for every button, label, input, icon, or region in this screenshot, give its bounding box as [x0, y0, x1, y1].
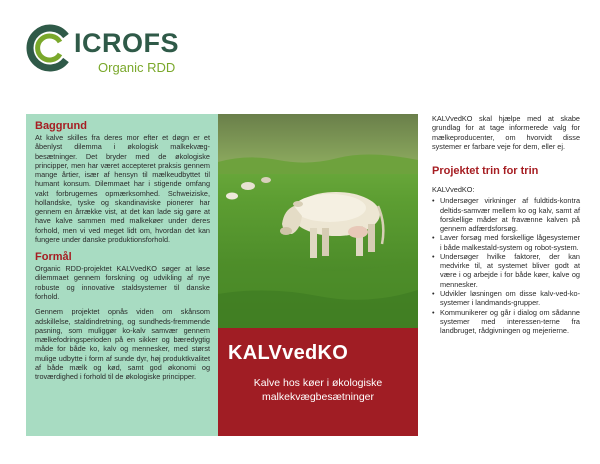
- project-title: KALVvedKO: [228, 342, 349, 364]
- right-column: [432, 114, 580, 335]
- aim-heading: Formål: [35, 251, 72, 264]
- aim-text: Organic RDD-projektet KALVvedKO søger at løse dilemmaet gennem forskning og udvikling af nye robuste og innovative staldsystemer til danske forhold.: [35, 264, 210, 301]
- list-item: • Undersøger virkninger af fuldtids-kontra deltids-samvær mellem ko og kalv, samt af forskellige måder at fravænne kalven på gennem adfærdsforsøg.: [432, 196, 580, 233]
- steps-intro: KALVvedKO:: [432, 185, 475, 195]
- title-banner: [218, 328, 418, 436]
- project-subtitle: Kalve hos køer i økologiske malkekvægbesætninger: [253, 377, 383, 403]
- icrofs-logo: [26, 22, 216, 78]
- list-item: • Laver forsøg med forskellige lågesystemer i både malkestald-system og robot-system.: [432, 233, 580, 252]
- icrofs-logo-mark: [26, 22, 72, 74]
- right-intro-text: KALVvedKO skal hjælpe med at skabe grundlag for at tage informerede valg for mælkeproducenter, om hvorvidt disse systemer er farbare veje for dem, eller ej.: [432, 114, 580, 151]
- aim-text-detail: Gennem projektet opnås viden om skånsom adskillelse, staldindretning, og sundheds-fremmende pasning, som muliggør ko-kalv samvær gennem mælkefodringsperioden på en sikker og bæredygtig måde for både ko, kalv og mennesker, med størst mulige udbytte i form af sunde dyr, høj produktkvalitet af både mælk og kød, samt god økonomi og troværdighed i forhold til de økologiske principper.: [35, 307, 210, 382]
- background-heading: Baggrund: [35, 120, 87, 132]
- list-item: • Undersøger hvilke faktorer, der kan medvirke til, at systemet bliver godt at være i og arbejde i for både køer, kalve og mennesker.: [432, 252, 580, 289]
- list-item: • Kommunikerer og går i dialog om sådanne systemer med interessen-terne fra landbruget, rådgivningen og mejerierne.: [432, 308, 580, 336]
- list-item: • Udvikler løsningen om disse kalv-ved-ko-systemer i landmands-grupper.: [432, 289, 580, 308]
- left-info-panel: [26, 114, 218, 436]
- steps-heading: Projektet trin for trin: [432, 165, 539, 178]
- steps-list: [432, 196, 580, 335]
- background-text: At kalve skilles fra deres mor efter et døgn er et åbenlyst dilemma i økologisk malkekvæg-besætninger. Det bryder med de økologiske principper, men har været accepteret praksis gennem mange årtier, især af hensyn til mælkeudbyttet til humant konsum. Dilemmaet har i stigende omfang vakt forbrugernes opmærksomhed. Schweiziske, hollandske, tyske og skandinaviske pionerer har gennem en årrække vist, at det kan lade sig gøre at have kalve sammen med malkekøer under deres forhold, men vi ved meget lidt om, hvordan det kan fungere under danske produktionsforhold.: [35, 133, 210, 244]
- logo-subtitle: Organic RDD: [98, 60, 176, 75]
- logo-wordmark: ICROFS: [74, 28, 180, 58]
